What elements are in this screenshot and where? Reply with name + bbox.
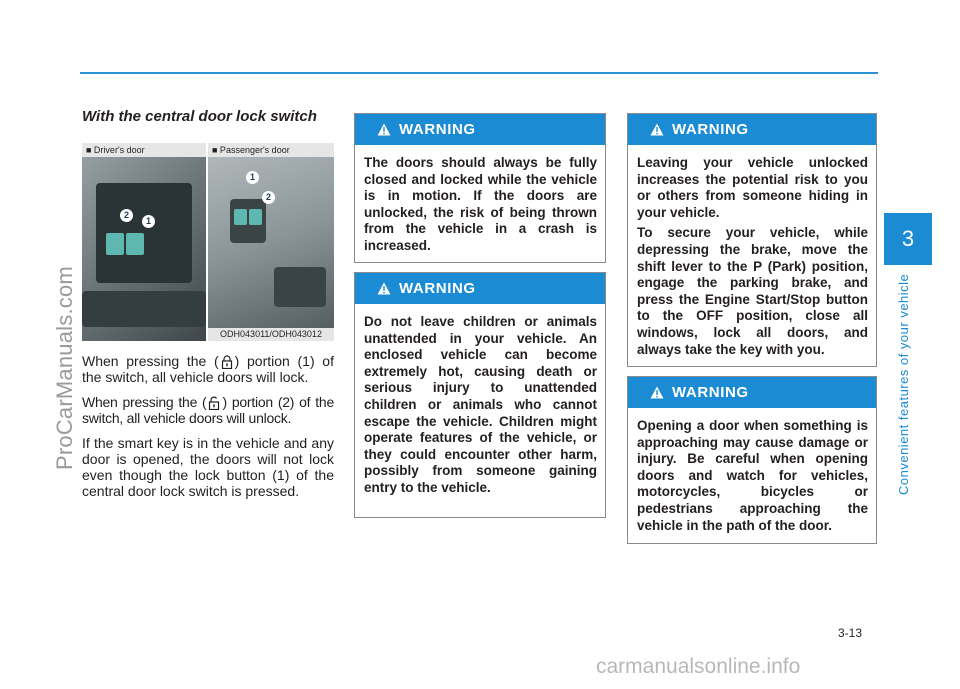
warning-header [628,377,876,408]
warning-box-doors-closed [354,113,606,263]
warning-triangle-icon [650,386,664,399]
lock-paragraph [82,353,334,385]
drivers-door-photo [82,143,206,341]
warning-title: WARNING [672,121,749,138]
lock-icon [221,355,233,369]
passengers-window-switch [274,267,326,307]
header-rule [80,72,878,74]
drivers-unlock-button [126,233,144,255]
passengers-door-photo [208,143,334,341]
warning-title: WARNING [399,280,476,297]
drivers-lock-button [106,233,124,255]
unlock-paragraph-start: When pressing the ( [82,394,207,410]
warning-body [637,418,868,534]
callout-2-right: 2 [262,191,275,204]
chapter-title: Convenient features of your vehicle [896,273,911,495]
passengers-door-label: ■ Passenger's door [208,143,334,157]
warning-title: WARNING [672,384,749,401]
side-watermark: ProCarManuals.com [52,266,77,470]
warning-text: Opening a door when something is approaching may cause damage or injury. Be careful when opening doors and watch for vehicles, motorcycles, bicycles or pedestrians approaching the vehicle in the path of the door. [637,418,868,533]
bottom-watermark: carmanualsonline.info [596,655,801,678]
unlock-paragraph [82,394,334,426]
warning-text: The doors should always be fully closed and locked while the vehicle is in motion. If the doors are unlocked, the risk of being thrown from the vehicle in a crash is increased. [364,155,597,253]
warning-body [364,155,597,255]
unlock-paragraph-end: ) portion (2) of the switch, all vehicle doors will unlock. [82,394,334,426]
passengers-unlock-button [249,209,262,225]
central-lock-section [82,108,334,499]
warning-text: Leaving your vehicle unlocked increases the potential risk to you or others from someone hiding in your vehicle. [637,155,868,220]
warning-triangle-icon [650,123,664,136]
callout-2-left: 2 [120,209,133,222]
warning-box-unlocked-vehicle [627,113,877,367]
page-number: 3-13 [838,626,863,640]
callout-1-right: 1 [246,171,259,184]
smart-key-paragraph: If the smart key is in the vehicle and any door is opened, the doors will not lock even though the lock button (1) of the central door lock switch is pressed. [82,435,334,499]
unlock-icon [208,396,220,410]
callout-1-left: 1 [142,215,155,228]
section-heading: With the central door lock switch [82,108,317,125]
lock-paragraph-end: ) portion (1) of the switch, all vehicle doors will lock. [82,353,334,385]
figure-caption: ODH043011/ODH043012 [208,328,334,341]
drivers-window-switches [82,291,206,327]
warning-text: Do not leave children or animals unattended in your vehicle. An enclosed vehicle can become extremely hot, causing death or serious injury to unattended children or animals who cannot escape the vehicle. Children might operate features of the vehicle, or they could encounter other harm, possibly from someone gaining entry to the vehicle. [364,314,597,495]
warning-triangle-icon [377,282,391,295]
door-switch-figure [82,143,334,341]
lock-paragraph-start: When pressing the ( [82,353,219,369]
drivers-door-label: ■ Driver's door [82,143,206,157]
warning-title: WARNING [399,121,476,138]
warning-header [355,114,605,145]
warning-body [364,314,597,497]
warning-body [637,155,868,358]
chapter-tab: 3 [884,213,932,265]
warning-text: To secure your vehicle, while depressing the brake, move the shift lever to the P (Park) position, engage the parking brake, and press the Engine Start/Stop button to the OFF position, close all windows, lock all doors, and always take the key with you. [637,225,868,357]
warning-header [355,273,605,304]
warning-box-children-animals [354,272,606,518]
warning-box-opening-door [627,376,877,544]
warning-triangle-icon [377,123,391,136]
warning-header [628,114,876,145]
passengers-lock-button [234,209,247,225]
